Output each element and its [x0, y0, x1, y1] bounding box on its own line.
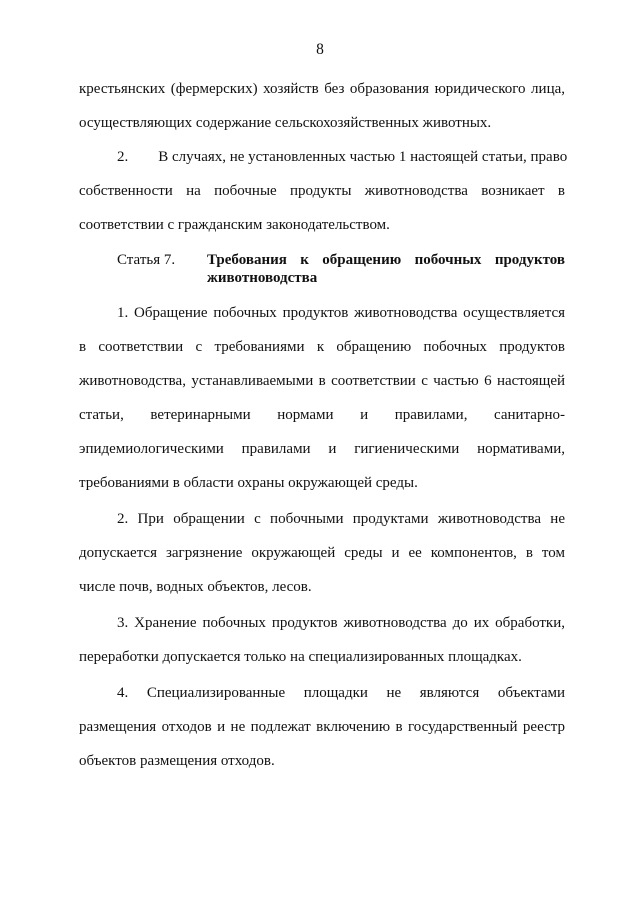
- paragraph-line: размещения отходов и не подлежат включению в государственный реестр: [79, 719, 565, 735]
- page-number: 8: [316, 41, 324, 58]
- paragraph-line: 2. При обращении с побочными продуктами животноводства не: [117, 511, 565, 527]
- paragraph-line: требованиями в области охраны окружающей среды.: [79, 475, 418, 491]
- paragraph-line: 2. В случаях, не установленных частью 1 настоящей статьи, право: [117, 149, 568, 165]
- article-number: Статья 7.: [117, 252, 176, 268]
- paragraph-line: числе почв, водных объектов, лесов.: [79, 579, 312, 595]
- paragraph-line: в соответствии с требованиями к обращению побочных продуктов: [79, 339, 565, 355]
- paragraph-line: крестьянских (фермерских) хозяйств без образования юридического лица,: [79, 81, 565, 97]
- article-title: Требования к обращению побочных продуктов: [207, 252, 565, 268]
- paragraph-line: животноводства, устанавливаемыми в соответствии с частью 6 настоящей: [79, 373, 565, 389]
- paragraph-line: статьи, ветеринарными нормами и правилами, санитарно-: [79, 407, 565, 423]
- paragraph-line: допускается загрязнение окружающей среды и ее компонентов, в том: [79, 545, 565, 561]
- paragraph-line: осуществляющих содержание сельскохозяйственных животных.: [79, 115, 492, 131]
- paragraph-line: объектов размещения отходов.: [79, 753, 275, 769]
- paragraph-line: эпидемиологическими правилами и гигиеническими нормативами,: [79, 441, 565, 457]
- paragraph-line: 1. Обращение побочных продуктов животноводства осуществляется: [117, 305, 565, 321]
- paragraph-line: собственности на побочные продукты животноводства возникает в: [79, 183, 565, 199]
- paragraph-line: 3. Хранение побочных продуктов животноводства до их обработки,: [117, 615, 565, 631]
- article-title: животноводства: [207, 270, 318, 286]
- paragraph-line: 4. Специализированные площадки не являются объектами: [117, 685, 565, 701]
- paragraph-line: переработки допускается только на специализированных площадках.: [79, 649, 522, 665]
- paragraph-line: соответствии с гражданским законодательством.: [79, 217, 390, 233]
